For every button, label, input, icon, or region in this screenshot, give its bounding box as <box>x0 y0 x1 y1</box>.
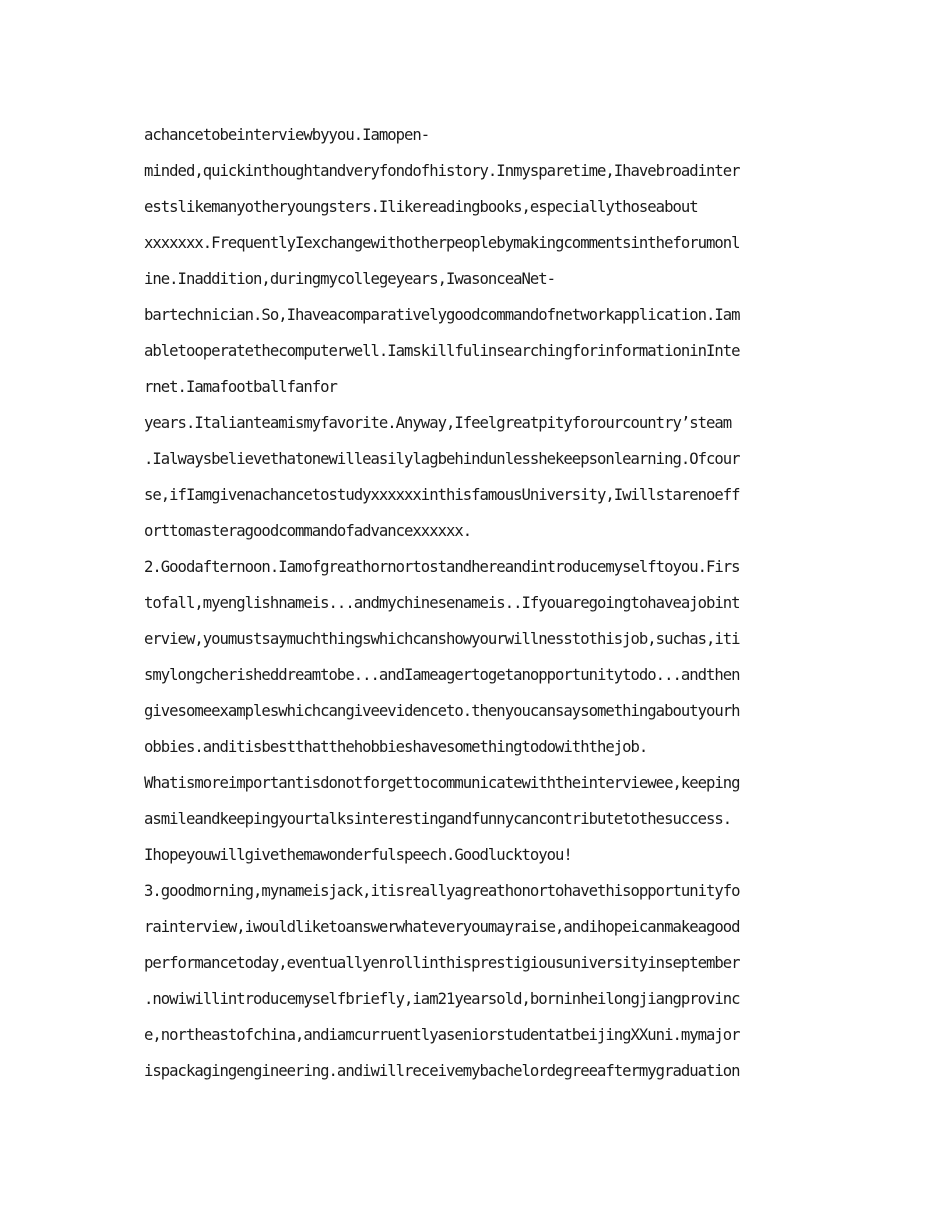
text-line: bartechnician.So,Ihaveacomparativelygoodcommandofnetworkapplication.Iam <box>144 306 740 324</box>
text-line: smylongcherisheddreamtobe...andIameagertogetanopportunitytodo...andthen <box>144 666 740 684</box>
text-line: Whatismoreimportantisdonotforgettocommunicatewiththeinterviewee,keeping <box>144 774 740 792</box>
document-body <box>144 117 814 1089</box>
text-line: givesomeexampleswhichcangiveevidenceto.thenyoucansaysomethingaboutyourh <box>144 702 740 720</box>
text-line: estslikemanyotheryoungsters.Ilikereadingbooks,especiallythoseabout <box>144 198 698 216</box>
text-line: se,ifIamgivenachancetostudyxxxxxxinthisfamousUniversity,Iwillstarenoeff <box>144 486 740 504</box>
text-line: rnet.Iamafootballfanfor <box>144 378 337 396</box>
text-line: rainterview,iwouldliketoanswerwhateveryoumayraise,andihopeicanmakeagood <box>144 918 740 936</box>
text-line: achancetobeinterviewbyyou.Iamopen- <box>144 126 430 144</box>
text-line: ine.Inaddition,duringmycollegeyears,IwasonceaNet- <box>144 270 556 288</box>
text-line: xxxxxxx.FrequentlyIexchangewithotherpeoplebymakingcommentsintheforumonl <box>144 234 740 252</box>
text-line: erview,youmustsaymuchthingswhichcanshowyourwillnesstothisjob,suchas,iti <box>144 630 740 648</box>
text-line: abletooperatethecomputerwell.IamskillfulinsearchingforinformationinInte <box>144 342 740 360</box>
text-line: performancetoday,eventuallyenrollinthisprestigiousuniversityinseptember <box>144 954 740 972</box>
text-line: 3.goodmorning,mynameisjack,itisreallyagreathonortohavethisopportunityfo <box>144 882 740 900</box>
text-line: tofall,myenglishnameis...andmychinesenameis..Ifyouaregoingtohaveajobint <box>144 594 740 612</box>
text-line: .Ialwaysbelievethatonewilleasilylagbehindunlesshekeepsonlearning.Ofcour <box>144 450 740 468</box>
text-line: minded,quickinthoughtandveryfondofhistory.Inmysparetime,Ihavebroadinter <box>144 162 740 180</box>
text-line: .nowiwillintroducemyselfbriefly,iam21yearsold,borninheilongjiangprovinc <box>144 990 740 1008</box>
text-line: asmileandkeepingyourtalksinterestingandfunnycancontributetothesuccess. <box>144 810 732 828</box>
text-line: ispackagingengineering.andiwillreceivemybachelordegreeaftermygraduation <box>144 1062 740 1080</box>
text-line: orttomasteragoodcommandofadvancexxxxxx. <box>144 522 472 540</box>
text-line: Ihopeyouwillgivethemawonderfulspeech.Goodlucktoyou! <box>144 846 572 864</box>
text-line: obbies.anditisbestthatthehobbieshavesomethingtodowiththejob. <box>144 738 648 756</box>
text-line: years.Italianteamismyfavorite.Anyway,Ifeelgreatpityforourcountry’steam <box>144 414 732 432</box>
text-line: 2.Goodafternoon.Iamofgreathornortostandhereandintroducemyselftoyou.Firs <box>144 558 740 576</box>
text-line: e,northeastofchina,andiamcurruentlyaseniorstudentatbeijingXXuni.mymajor <box>144 1026 740 1044</box>
